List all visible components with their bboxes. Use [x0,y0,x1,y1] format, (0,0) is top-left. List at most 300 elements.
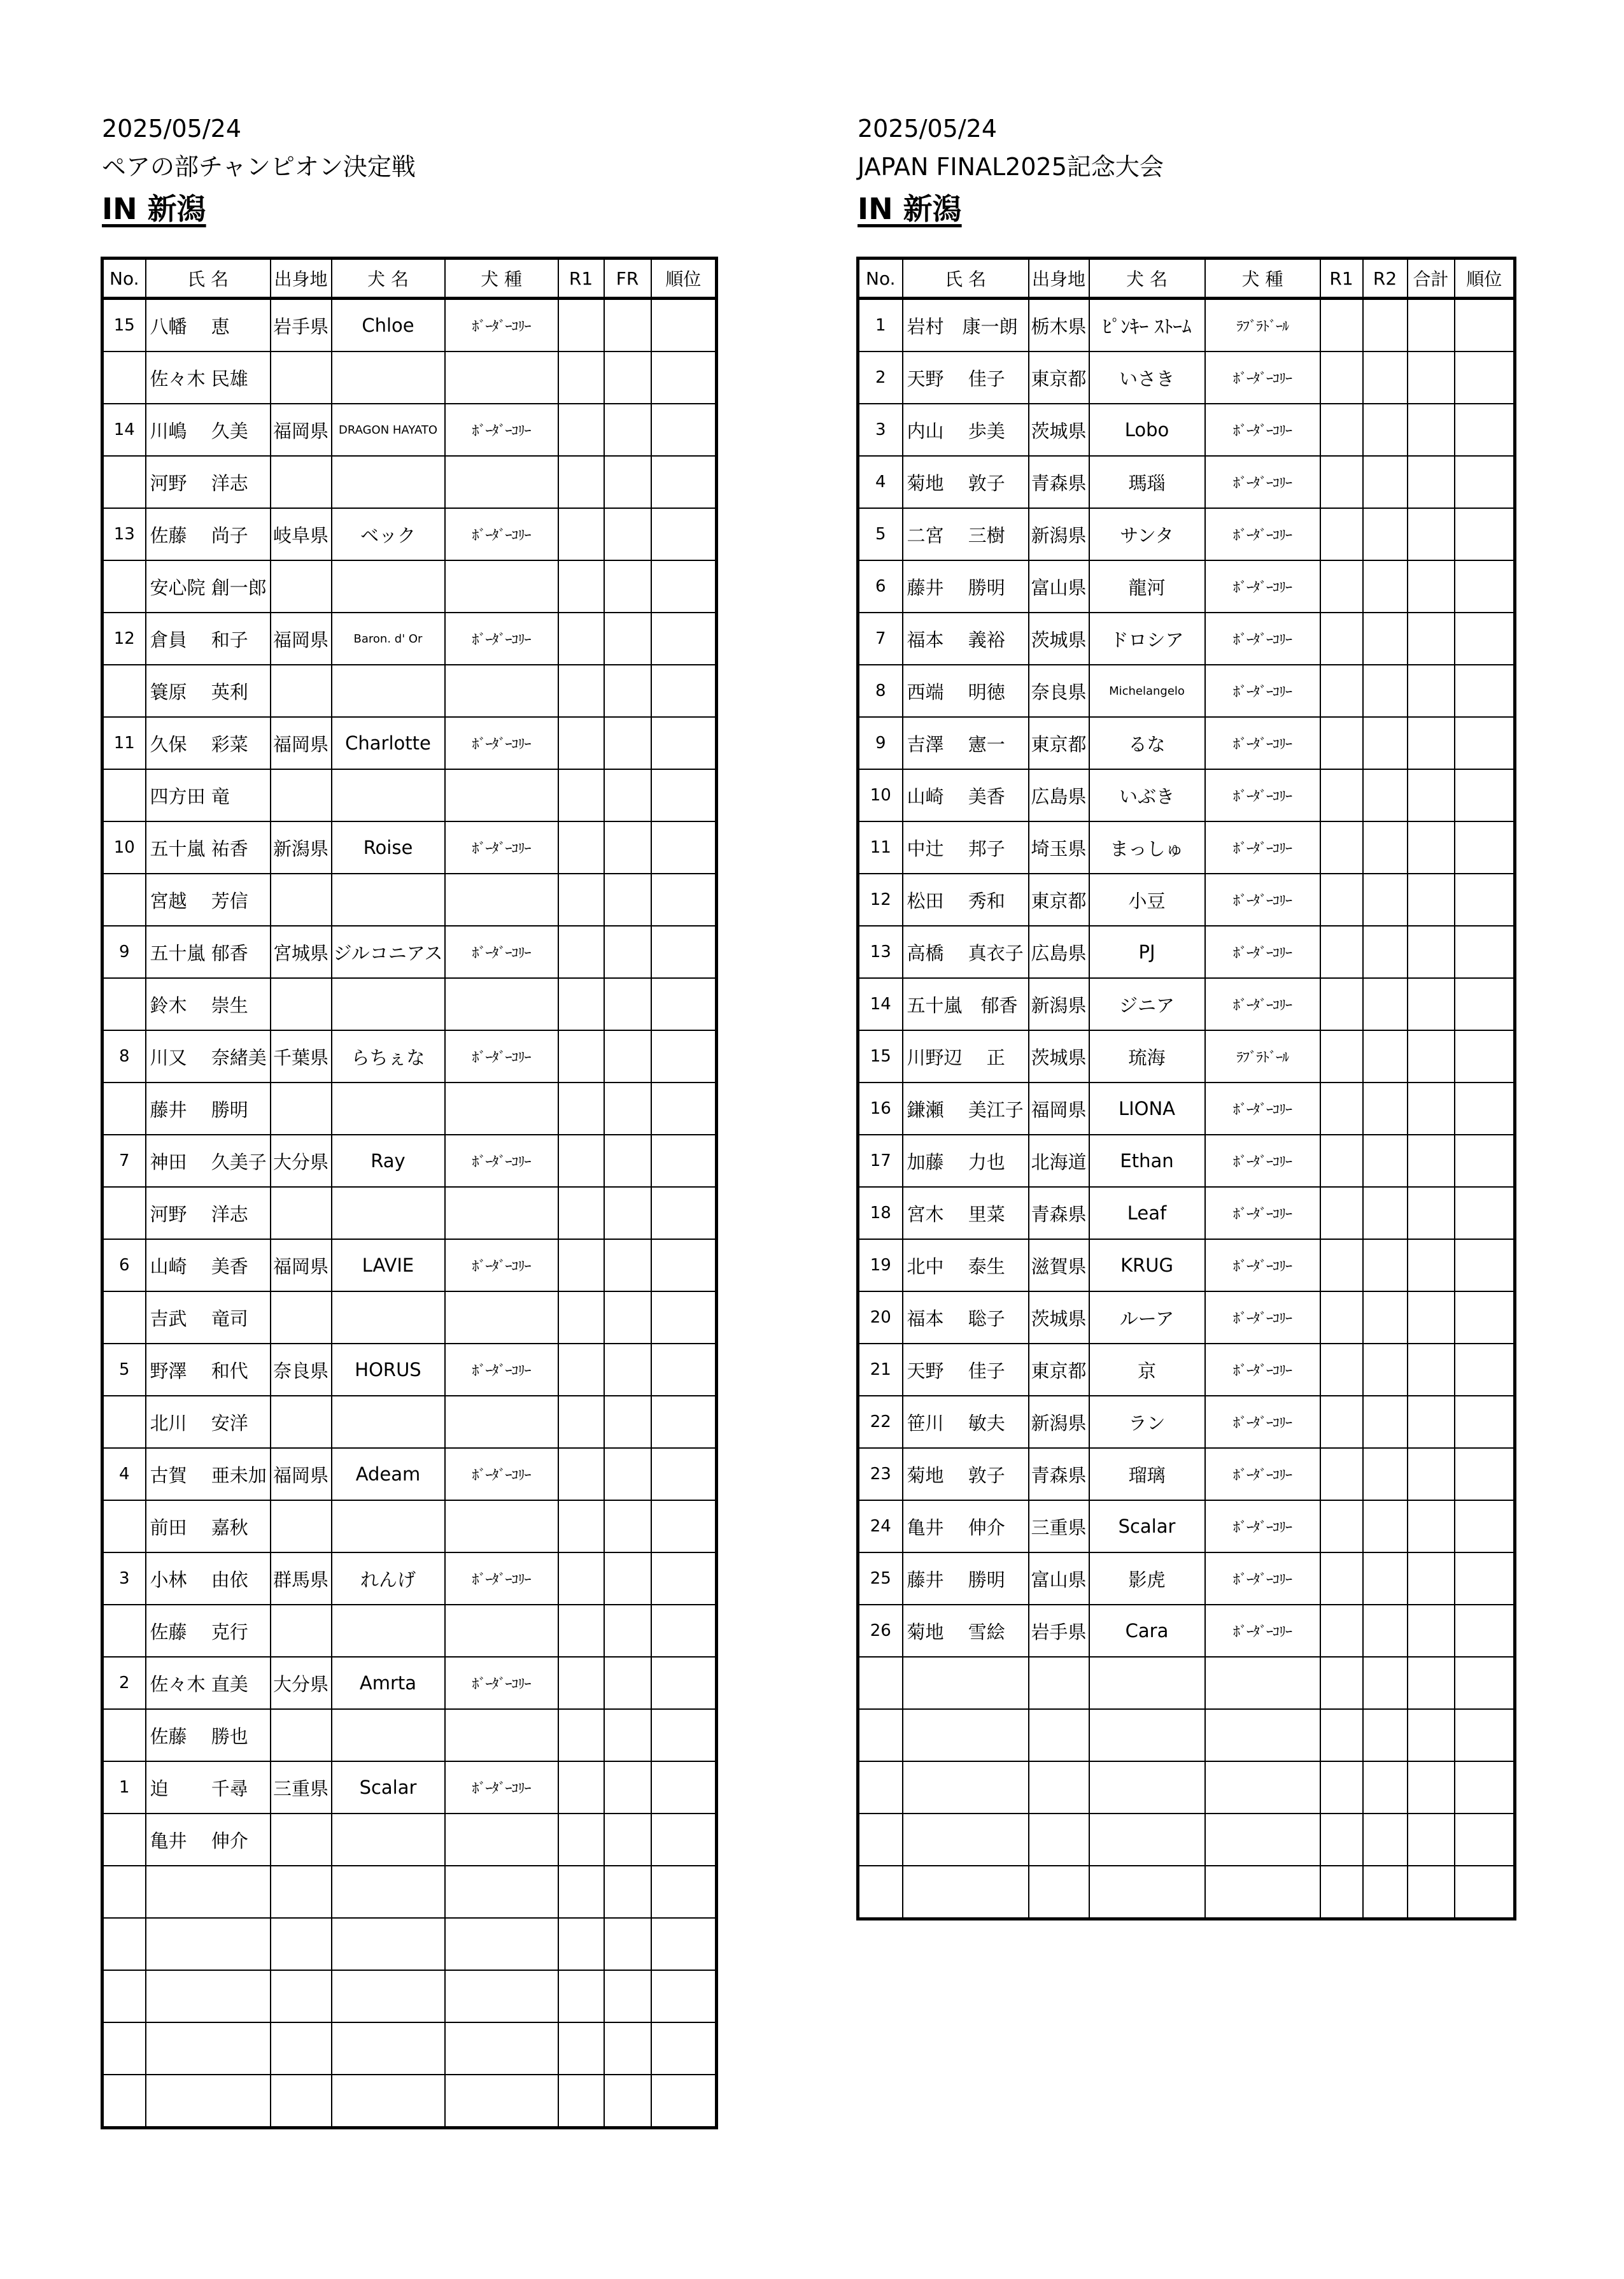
dog-name-cell [332,1291,445,1344]
prefecture-cell: 三重県 [1029,1500,1089,1552]
r1-score-cell [1320,560,1363,613]
dog-name-cell [332,351,445,404]
table-row [102,560,717,613]
r1-score-cell [1320,299,1363,352]
breed-cell: ﾎﾞｰﾀﾞｰｺﾘｰ [1205,1396,1320,1448]
rank-cell [1455,1500,1515,1552]
rank-cell [1455,456,1515,508]
handler-name-cell: 吉澤 憲一 [903,717,1029,769]
handler-name-cell [903,1814,1029,1866]
r1-score-cell [558,978,604,1030]
dog-name-cell: Scalar [332,1761,445,1814]
fr-score-cell [604,1761,651,1814]
entry-number-cell: 2 [858,351,903,404]
dog-name-cell: ジルコニアス [332,926,445,978]
entry-number-cell: 5 [102,1344,146,1396]
handler-name-cell: 宮木 里菜 [903,1187,1029,1239]
handler-name-cell: 河野 洋志 [146,456,271,508]
entry-number-cell: 5 [858,508,903,560]
breed-cell: ﾎﾞｰﾀﾞｰｺﾘｰ [1205,1239,1320,1291]
table-row [102,1500,717,1552]
fr-score-cell [604,299,651,352]
rank-cell [651,1239,717,1291]
table-row [102,874,717,926]
r2-score-cell [1363,1500,1408,1552]
breed-cell: ﾎﾞｰﾀﾞｰｺﾘｰ [1205,613,1320,665]
dog-name-cell [332,1083,445,1135]
col-header-dog-name: 犬 名 [1089,259,1205,299]
r1-score-cell [1320,1291,1363,1344]
prefecture-cell: 青森県 [1029,1187,1089,1239]
r1-score-cell [558,1030,604,1083]
table-row [102,717,717,769]
rank-cell [1455,1396,1515,1448]
prefecture-cell [271,1396,332,1448]
prefecture-cell: 栃木県 [1029,299,1089,352]
r2-score-cell [1363,299,1408,352]
total-score-cell [1408,1135,1455,1187]
total-score-cell [1408,1605,1455,1657]
table-row [102,613,717,665]
rank-cell [651,508,717,560]
r2-score-cell [1363,1083,1408,1135]
fr-score-cell [604,2022,651,2075]
table-row [858,769,1515,821]
prefecture-cell: 新潟県 [1029,508,1089,560]
fr-score-cell [604,560,651,613]
rank-cell [1455,404,1515,456]
handler-name-cell: 福本 義裕 [903,613,1029,665]
table-row [858,1344,1515,1396]
breed-cell [1205,1814,1320,1866]
fr-score-cell [604,926,651,978]
entry-number-cell: 16 [858,1083,903,1135]
table-row [102,1187,717,1239]
fr-score-cell [604,1970,651,2022]
col-header-rank: 順位 [651,259,717,299]
dog-name-cell: いさき [1089,351,1205,404]
dog-name-cell [332,1918,445,1970]
dog-name-cell: れんげ [332,1552,445,1605]
handler-name-cell: 天野 佳子 [903,351,1029,404]
dog-name-cell: Leaf [1089,1187,1205,1239]
prefecture-cell [271,978,332,1030]
total-score-cell [1408,821,1455,874]
r2-score-cell [1363,1344,1408,1396]
total-score-cell [1408,1239,1455,1291]
entry-number-cell: 1 [102,1761,146,1814]
dog-name-cell: ラン [1089,1396,1205,1448]
prefecture-cell: 青森県 [1029,456,1089,508]
r1-score-cell [1320,1709,1363,1761]
handler-name-cell: 神田 久美子 [146,1135,271,1187]
r2-score-cell [1363,1761,1408,1814]
table-row [102,769,717,821]
handler-name-cell: 藤井 勝明 [903,560,1029,613]
prefecture-cell [271,2075,332,2128]
table-row [858,1083,1515,1135]
handler-name-cell: 安心院 創一郎 [146,560,271,613]
r1-score-cell [558,2075,604,2128]
table-row [858,1709,1515,1761]
entry-number-cell: 13 [102,508,146,560]
r1-score-cell [558,560,604,613]
prefecture-cell [271,1814,332,1866]
handler-name-cell: 川野辺 正 [903,1030,1029,1083]
handler-name-cell: 山崎 美香 [903,769,1029,821]
breed-cell: ﾎﾞｰﾀﾞｰｺﾘｰ [445,821,558,874]
r2-score-cell [1363,613,1408,665]
total-score-cell [1408,1866,1455,1919]
rank-cell [651,1866,717,1918]
breed-cell [445,351,558,404]
handler-name-cell: 五十嵐 祐香 [146,821,271,874]
entry-number-cell [102,1605,146,1657]
fr-score-cell [604,1030,651,1083]
r1-score-cell [558,926,604,978]
table-row [102,1918,717,1970]
handler-name-cell: 佐藤 克行 [146,1605,271,1657]
breed-cell: ﾎﾞｰﾀﾞｰｺﾘｰ [445,1657,558,1709]
rank-cell [1455,1030,1515,1083]
breed-cell: ﾎﾞｰﾀﾞｰｺﾘｰ [1205,1187,1320,1239]
table-row [102,926,717,978]
breed-cell [445,978,558,1030]
r2-score-cell [1363,1448,1408,1500]
entry-number-cell: 4 [102,1448,146,1500]
handler-name-cell [903,1866,1029,1919]
rank-cell [1455,821,1515,874]
fr-score-cell [604,665,651,717]
table-row [102,299,717,352]
table-row [858,926,1515,978]
event-date: 2025/05/24 [102,115,242,143]
rank-cell [1455,1187,1515,1239]
fr-score-cell [604,1239,651,1291]
rank-cell [651,978,717,1030]
entry-number-cell: 13 [858,926,903,978]
rank-cell [651,874,717,926]
entry-number-cell [102,874,146,926]
handler-name-cell: 久保 彩菜 [146,717,271,769]
rank-cell [1455,1344,1515,1396]
total-score-cell [1408,1396,1455,1448]
prefecture-cell: 新潟県 [271,821,332,874]
table-row [102,1291,717,1344]
rank-cell [651,717,717,769]
breed-cell: ﾎﾞｰﾀﾞｰｺﾘｰ [445,1761,558,1814]
col-header-total: 合計 [1408,259,1455,299]
dog-name-cell: 琉海 [1089,1030,1205,1083]
rank-cell [1455,508,1515,560]
r1-score-cell [1320,404,1363,456]
breed-cell [1205,1709,1320,1761]
dog-name-cell: ドロシア [1089,613,1205,665]
handler-name-cell: 西端 明徳 [903,665,1029,717]
breed-cell: ﾎﾞｰﾀﾞｰｺﾘｰ [445,717,558,769]
prefecture-cell: 千葉県 [271,1030,332,1083]
col-header-no: No. [858,259,903,299]
handler-name-cell: 吉武 竜司 [146,1291,271,1344]
rank-cell [1455,978,1515,1030]
handler-name-cell: 五十嵐 郁香 [146,926,271,978]
table-header-row [858,259,1515,299]
table-row [102,1552,717,1605]
r1-score-cell [1320,456,1363,508]
prefecture-cell: 東京都 [1029,874,1089,926]
table-row [858,1291,1515,1344]
handler-name-cell: 亀井 伸介 [903,1500,1029,1552]
prefecture-cell: 岐阜県 [271,508,332,560]
breed-cell [1205,1866,1320,1919]
entry-number-cell [858,1709,903,1761]
rank-cell [1455,1657,1515,1709]
r1-score-cell [1320,1657,1363,1709]
table-row [102,1970,717,2022]
fr-score-cell [604,351,651,404]
dog-name-cell [1089,1657,1205,1709]
prefecture-cell [271,1866,332,1918]
r1-score-cell [558,1709,604,1761]
entry-number-cell: 1 [858,299,903,352]
fr-score-cell [604,1291,651,1344]
dog-name-cell [332,1709,445,1761]
prefecture-cell [271,351,332,404]
total-score-cell [1408,978,1455,1030]
fr-score-cell [604,1552,651,1605]
table-row [858,404,1515,456]
handler-name-cell: 佐藤 尚子 [146,508,271,560]
dog-name-cell: Lobo [1089,404,1205,456]
r1-score-cell [558,1083,604,1135]
prefecture-cell: 福岡県 [1029,1083,1089,1135]
rank-cell [1455,1083,1515,1135]
breed-cell: ﾎﾞｰﾀﾞｰｺﾘｰ [1205,1135,1320,1187]
rank-cell [651,1918,717,1970]
fr-score-cell [604,1605,651,1657]
rank-cell [651,299,717,352]
r2-score-cell [1363,1291,1408,1344]
table-row [858,1396,1515,1448]
breed-cell [445,456,558,508]
dog-name-cell: 京 [1089,1344,1205,1396]
rank-cell [651,1344,717,1396]
r2-score-cell [1363,1239,1408,1291]
dog-name-cell [332,1500,445,1552]
breed-cell: ﾎﾞｰﾀﾞｰｺﾘｰ [1205,456,1320,508]
prefecture-cell [271,1500,332,1552]
fr-score-cell [604,1709,651,1761]
table-row [858,456,1515,508]
prefecture-cell: 新潟県 [1029,978,1089,1030]
dog-name-cell [332,1814,445,1866]
breed-cell [445,1187,558,1239]
r1-score-cell [1320,821,1363,874]
prefecture-cell [271,1709,332,1761]
table-row [858,1135,1515,1187]
entry-number-cell [102,665,146,717]
handler-name-cell: 野澤 和代 [146,1344,271,1396]
handler-name-cell: 北川 安洋 [146,1396,271,1448]
r1-score-cell [558,1657,604,1709]
total-score-cell [1408,404,1455,456]
handler-name-cell: 天野 佳子 [903,1344,1029,1396]
rank-cell [651,1083,717,1135]
prefecture-cell [271,874,332,926]
r1-score-cell [1320,874,1363,926]
entry-number-cell [102,2022,146,2075]
prefecture-cell: 宮城県 [271,926,332,978]
r2-score-cell [1363,560,1408,613]
dog-name-cell: DRAGON HAYATO [332,404,445,456]
fr-score-cell [604,404,651,456]
r1-score-cell [558,1761,604,1814]
col-header-name: 氏 名 [146,259,271,299]
breed-cell: ﾎﾞｰﾀﾞｰｺﾘｰ [445,926,558,978]
r1-score-cell [558,1814,604,1866]
breed-cell: ﾎﾞｰﾀﾞｰｺﾘｰ [1205,926,1320,978]
entry-number-cell [102,1187,146,1239]
rank-cell [651,1657,717,1709]
handler-name-cell: 佐々木 直美 [146,1657,271,1709]
rank-cell [651,1448,717,1500]
dog-name-cell [332,2075,445,2128]
table-row [102,1083,717,1135]
r1-score-cell [558,1866,604,1918]
r1-score-cell [558,1344,604,1396]
prefecture-cell: 広島県 [1029,769,1089,821]
prefecture-cell: 青森県 [1029,1448,1089,1500]
total-score-cell [1408,613,1455,665]
handler-name-cell: 佐藤 勝也 [146,1709,271,1761]
r1-score-cell [1320,1761,1363,1814]
prefecture-cell [271,1083,332,1135]
prefecture-cell: 岩手県 [1029,1605,1089,1657]
entry-number-cell: 8 [102,1030,146,1083]
handler-name-cell [903,1657,1029,1709]
breed-cell: ﾎﾞｰﾀﾞｰｺﾘｰ [445,404,558,456]
r1-score-cell [558,665,604,717]
rank-cell [1455,1552,1515,1605]
breed-cell: ﾎﾞｰﾀﾞｰｺﾘｰ [1205,1344,1320,1396]
fr-score-cell [604,1396,651,1448]
r2-score-cell [1363,1605,1408,1657]
rank-cell [651,560,717,613]
dog-name-cell: Ray [332,1135,445,1187]
table-row [858,560,1515,613]
prefecture-cell: 大分県 [271,1657,332,1709]
prefecture-cell: 奈良県 [271,1344,332,1396]
table-row [858,1448,1515,1500]
rank-cell [651,613,717,665]
total-score-cell [1408,560,1455,613]
r2-score-cell [1363,1552,1408,1605]
breed-cell: ﾎﾞｰﾀﾞｰｺﾘｰ [445,1448,558,1500]
dog-name-cell [1089,1761,1205,1814]
breed-cell [445,1918,558,1970]
entry-number-cell: 20 [858,1291,903,1344]
event-title: ペアの部チャンピオン決定戦 [102,153,416,181]
rank-cell [651,1500,717,1552]
handler-name-cell: 前田 嘉秋 [146,1500,271,1552]
table-row [102,1344,717,1396]
rank-cell [651,2075,717,2128]
rank-cell [651,1396,717,1448]
entry-number-cell: 15 [858,1030,903,1083]
r2-score-cell [1363,1709,1408,1761]
fr-score-cell [604,613,651,665]
dog-name-cell: まっしゅ [1089,821,1205,874]
entry-number-cell: 11 [858,821,903,874]
table-row [102,978,717,1030]
col-header-prefecture: 出身地 [271,259,332,299]
r1-score-cell [558,2022,604,2075]
table-row [102,404,717,456]
col-header-breed: 犬 種 [445,259,558,299]
rank-cell [651,1030,717,1083]
table-row [858,1239,1515,1291]
handler-name-cell [146,2075,271,2128]
rank-cell [651,456,717,508]
rank-cell [651,1291,717,1344]
table-row [102,1709,717,1761]
table-row [858,717,1515,769]
handler-name-cell: 古賀 亜未加 [146,1448,271,1500]
entry-number-cell [102,769,146,821]
dog-name-cell [1089,1814,1205,1866]
r1-score-cell [558,1448,604,1500]
table-row [102,1761,717,1814]
breed-cell [445,2075,558,2128]
prefecture-cell: 東京都 [1029,1344,1089,1396]
table-row [858,1552,1515,1605]
event-title: JAPAN FINAL2025記念大会 [858,153,1164,181]
fr-score-cell [604,1866,651,1918]
entry-number-cell: 23 [858,1448,903,1500]
dog-name-cell: ジニア [1089,978,1205,1030]
dog-name-cell: サンタ [1089,508,1205,560]
handler-name-cell: 迫 千尋 [146,1761,271,1814]
handler-name-cell: 内山 歩美 [903,404,1029,456]
handler-name-cell [146,1918,271,1970]
r1-score-cell [1320,1239,1363,1291]
breed-cell: ﾎﾞｰﾀﾞｰｺﾘｰ [445,613,558,665]
handler-name-cell: 八幡 恵 [146,299,271,352]
handler-name-cell: 高橋 真衣子 [903,926,1029,978]
prefecture-cell [271,560,332,613]
prefecture-cell: 東京都 [1029,717,1089,769]
rank-cell [1455,1761,1515,1814]
r2-score-cell [1363,1135,1408,1187]
breed-cell [445,665,558,717]
prefecture-cell: 東京都 [1029,351,1089,404]
dog-name-cell [332,1605,445,1657]
table-row [102,665,717,717]
total-score-cell [1408,351,1455,404]
dog-name-cell [332,769,445,821]
entry-number-cell: 9 [858,717,903,769]
handler-name-cell: 四方田 竜 [146,769,271,821]
r1-score-cell [558,1291,604,1344]
entry-number-cell: 14 [858,978,903,1030]
breed-cell [445,1970,558,2022]
r2-score-cell [1363,821,1408,874]
breed-cell: ﾎﾞｰﾀﾞｰｺﾘｰ [445,1552,558,1605]
table-row [102,1030,717,1083]
table-row [858,299,1515,352]
breed-cell: ﾎﾞｰﾀﾞｰｺﾘｰ [445,1030,558,1083]
prefecture-cell: 福岡県 [271,613,332,665]
